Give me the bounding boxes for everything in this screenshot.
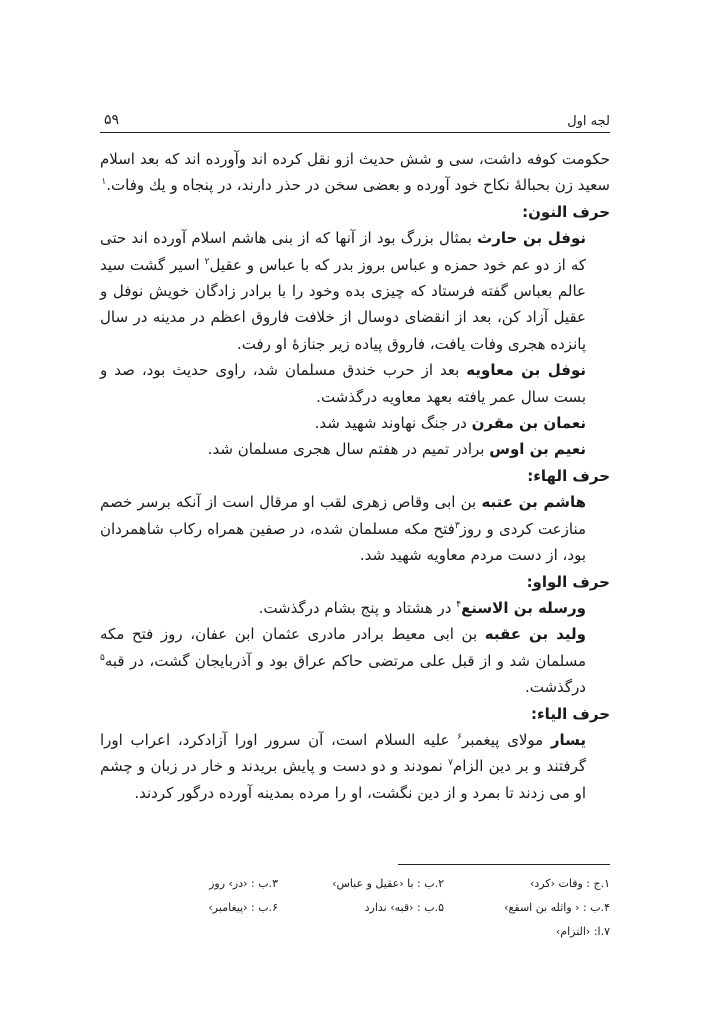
footnote: ۴.ب : ‹ واثله بن اسقع› bbox=[504, 901, 610, 914]
paragraph: حکومت کوفه داشت، سی و شش حدیث ازو نقل کرده اند وآورده اند که بعد اسلام سعید زن بحبالۀ نکاح خود آورده و بعضی سخن در حذر دارند، در پنجاه و یك وفات.$^۱$ bbox=[100, 150, 610, 195]
paragraph: نعمان بن مقرن در جنگ نهاوند شهید شد. bbox=[314, 414, 586, 433]
paragraph: نعیم بن اوس برادر تمیم در هفتم سال هجری مسلمان شد. bbox=[207, 440, 586, 459]
footnote: ۵.ب : ‹قبه› ندارد bbox=[364, 901, 444, 914]
footnote-ref: ۳ bbox=[454, 520, 460, 531]
footnote: ۱.ج : وفات ‹کرد› bbox=[530, 877, 610, 890]
paragraph: نوفل بن حارث بمثال بزرگ بود از آنها که از بنی هاشم اسلام آورده اند حتی که از دو عم خود حمزه و عباس بروز بدر که با عباس و عقیل$^۲$ اسیر گشت سید عالم بعباس گفته فرستاد که چیزی بده وخود را با برادر زادگان خویش نوفل و عقیل آزاد کن، بعد از انقضای دوسال از خلافت فاروق اعظم در مدینه در سال پانزده هجری وفات یافت، فاروق پیاده زیر جنازۀ او رفت. bbox=[100, 229, 586, 353]
footnote: ۲.ب : با ‹عقیل و عباس› bbox=[332, 877, 444, 890]
section-heading-ha: حرف الهاء: bbox=[527, 466, 610, 485]
paragraph: هاشم بن عتبه بن ابی وقاص زهری لقب او مرقال است از آنکه برسر خصم منازعت کردی و روز$^۳$فتح مکه مسلمان شده، در صفین همراه رکاب شاهمردان بود، از دست مردم معاویه شهید شد. bbox=[100, 493, 587, 565]
person-name: یسار bbox=[550, 730, 586, 749]
paragraph: نوفل بن معاویه بعد از حرب خندق مسلمان شد، راوی حدیث بود، صد و بست سال عمر یافته بعهد معاویه درگذشت. bbox=[100, 361, 586, 406]
page-number: ۵۹ bbox=[104, 112, 120, 128]
footnote-ref: ۴ bbox=[456, 599, 462, 610]
footnote-row bbox=[110, 920, 610, 944]
footnote: ۷.ا: ‹التزام› bbox=[555, 925, 610, 938]
person-name: نوفل بن حارث bbox=[477, 229, 586, 248]
footnote-ref: ۵ bbox=[100, 652, 105, 663]
person-name: نعیم بن اوس bbox=[489, 440, 586, 459]
paragraph: ولید بن عقبه بن ابی معیط برادر مادری عثمان ابن عفان، روز فتح مکه مسلمان شد و از قبل علی مرتضی حاکم عراق بود و آذربایجان گشت، در قبه$^۵$ درگذشت. bbox=[100, 625, 586, 697]
section-heading-waw: حرف الواو: bbox=[526, 572, 610, 591]
footnote-row bbox=[110, 896, 610, 920]
running-title: لجه اول bbox=[567, 114, 610, 129]
section-heading-ya: حرف الیاء: bbox=[531, 704, 610, 723]
paragraph: یسار مولای پیغمبر$^۶$ علیه السلام است، آن سرور اورا آزادکرد، اعراب اورا گرفتند و بر دین الزام$^۷$ نمودند و دو دست و پایش بریدند و خار در زبان و چشم او می زدند تا بمرد و از دین نگشت، او را مرده بمدینه آورده درگور کردند. bbox=[100, 730, 586, 802]
footnote: ۶.ب : ‹پیغامبر› bbox=[208, 901, 278, 914]
footnotes bbox=[110, 872, 610, 944]
footnote: ۳.ب : ‹در› روز bbox=[209, 877, 278, 890]
person-name: ورسله بن الاسنع bbox=[461, 598, 586, 617]
person-name: هاشم بن عتبه bbox=[481, 493, 587, 512]
section-heading-noon: حرف النون: bbox=[522, 202, 610, 221]
footnote-ref: ۲ bbox=[204, 256, 210, 267]
footnote-ref: ۷ bbox=[448, 758, 453, 769]
footnote-ref: ۱ bbox=[101, 177, 107, 188]
main-text bbox=[100, 146, 610, 806]
page-header bbox=[100, 112, 610, 133]
person-name: نوفل بن معاویه bbox=[466, 361, 586, 380]
footnote-row bbox=[110, 872, 610, 896]
paragraph: ورسله بن الاسنع$^۴$ در هشتاد و پنج بشام درگذشت. bbox=[258, 598, 586, 617]
footnote-ref: ۶ bbox=[457, 731, 462, 742]
person-name: ولید بن عقبه bbox=[484, 625, 586, 644]
person-name: نعمان بن مقرن bbox=[471, 414, 586, 433]
footnote-separator bbox=[398, 864, 610, 865]
